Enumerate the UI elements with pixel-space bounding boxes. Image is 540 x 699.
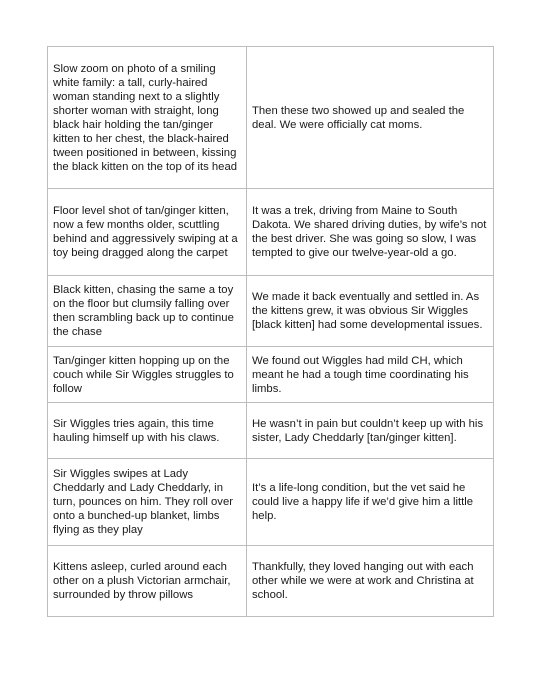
script-table xyxy=(47,46,494,617)
audio-cell: Thankfully, they loved hanging out with each other while we were at work and Christina at school. xyxy=(247,546,494,617)
table-row xyxy=(48,47,494,189)
table-row xyxy=(48,459,494,546)
script-page xyxy=(47,46,493,617)
table-row xyxy=(48,403,494,459)
table-row xyxy=(48,276,494,347)
audio-cell: We made it back eventually and settled in. As the kittens grew, it was obvious Sir Wiggles [black kitten] had some developmental issues. xyxy=(247,276,494,347)
audio-cell: Then these two showed up and sealed the deal. We were officially cat moms. xyxy=(247,47,494,189)
audio-cell: It was a trek, driving from Maine to South Dakota. We shared driving duties, by wife’s not the best driver. She was going so slow, I was tempted to give our twelve-year-old a go. xyxy=(247,189,494,276)
table-row xyxy=(48,189,494,276)
table-row xyxy=(48,546,494,617)
audio-cell: It’s a life-long condition, but the vet said he could live a happy life if we’d give him a little help. xyxy=(247,459,494,546)
visual-cell: Sir Wiggles swipes at Lady Cheddarly and Lady Cheddarly, in turn, pounces on him. They roll over onto a bunched-up blanket, limbs flying as they play xyxy=(48,459,247,546)
visual-cell: Slow zoom on photo of a smiling white family: a tall, curly-haired woman standing next to a slightly shorter woman with straight, long black hair holding the tan/ginger kitten to her chest, the black-haired tween positioned in between, kissing the black kitten on the top of its head xyxy=(48,47,247,189)
table-row xyxy=(48,347,494,403)
visual-cell: Floor level shot of tan/ginger kitten, now a few months older, scuttling behind and aggressively swiping at a toy being dragged along the carpet xyxy=(48,189,247,276)
audio-cell: We found out Wiggles had mild CH, which meant he had a tough time coordinating his limbs. xyxy=(247,347,494,403)
visual-cell: Kittens asleep, curled around each other on a plush Victorian armchair, surrounded by throw pillows xyxy=(48,546,247,617)
visual-cell: Sir Wiggles tries again, this time hauling himself up with his claws. xyxy=(48,403,247,459)
audio-cell: He wasn’t in pain but couldn’t keep up with his sister, Lady Cheddarly [tan/ginger kitten]. xyxy=(247,403,494,459)
visual-cell: Tan/ginger kitten hopping up on the couch while Sir Wiggles struggles to follow xyxy=(48,347,247,403)
visual-cell: Black kitten, chasing the same a toy on the floor but clumsily falling over then scrambling back up to continue the chase xyxy=(48,276,247,347)
